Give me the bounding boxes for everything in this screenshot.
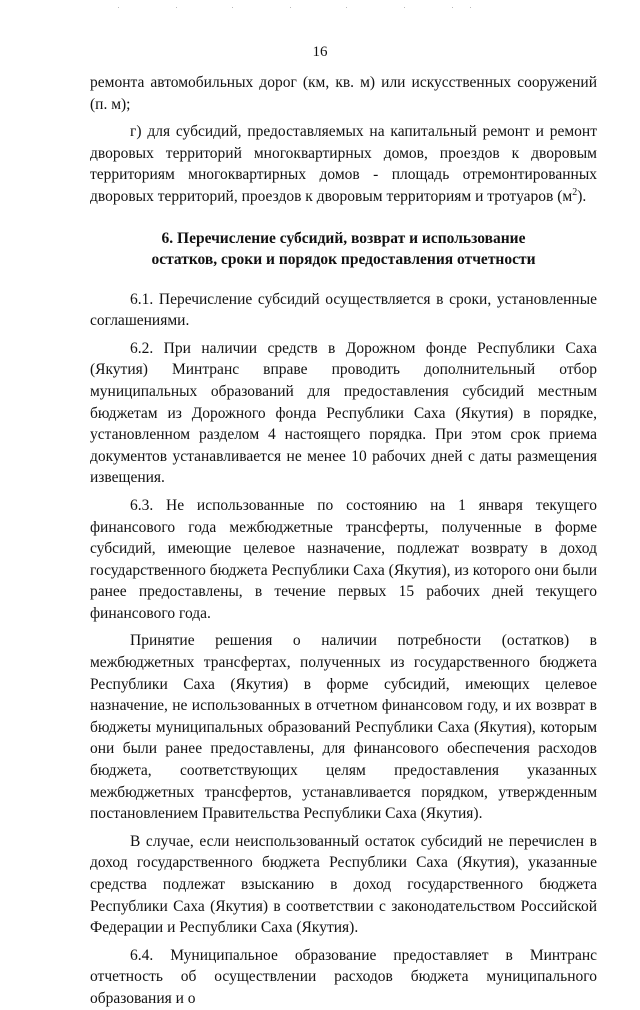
- paragraph-6-3: 6.3. Не использованные по состоянию на 1 января текущего финансового года межбюджетные трансферты, полученные в форме субсидий, имеющие целевое назначение, подлежат возврату в доход государственного бюджета Республики Саха (Якутия), из которого они были ранее предоставлены, в течение первых 15 рабочих дней текущего финансового года.: [90, 496, 597, 622]
- paragraph-subsidy-courtyards-end: ).: [577, 187, 587, 205]
- section-heading-6: [90, 228, 597, 270]
- page-number: 16: [312, 44, 328, 60]
- paragraph-remainder-decision: Принятие решения о наличии потребности (остатков) в межбюджетных трансфертах, полученных из государственного бюджета Республики Саха (Якутия) в форме субсидий, имеющих целевое назначение, не использованных в отчетном финансовом году, и их возврат в бюджеты муниципальных образований Республики Саха (Якутия), которым они были ранее предоставлены, для финансового обеспечения расходов бюджета, соответствующих целям предоставления указанных межбюджетных трансфертов, устанавливается порядком, утвержденным постановлением Правительства Республики Саха (Якутия).: [90, 632, 597, 823]
- scan-artifact-dots: [0, 6, 640, 10]
- section-heading-line-2: остатков, сроки и порядок предоставления отчетности: [151, 250, 536, 268]
- paragraph-6-2: 6.2. При наличии средств в Дорожном фонде Республики Саха (Якутия) Минтранс вправе проводить дополнительный отбор муниципальных образований для предоставления субсидий местным бюджетам из Дорожного фонда Республики Саха (Якутия) в порядке, установленном разделом 4 настоящего порядка. При этом срок приема документов устанавливается не менее 10 рабочих дней с даты размещения извещения.: [90, 339, 597, 487]
- section-heading-line-1: 6. Перечисление субсидий, возврат и использование: [161, 229, 526, 247]
- paragraph-subsidy-courtyards-text: г) для субсидий, предоставляемых на капитальный ремонт и ремонт дворовых территорий многоквартирных домов, проездов к дворовым территориям многоквартирных домов - площадь отремонтированных дворовых территорий, проездов к дворовым территориям и тротуаров (м: [90, 123, 597, 205]
- superscript-2: 2: [572, 186, 578, 198]
- paragraph-6-4: 6.4. Муниципальное образование предоставляет в Минтранс отчетность об осуществлении расходов бюджета муниципального образования и о: [90, 946, 597, 1007]
- paragraph-6-1: 6.1. Перечисление субсидий осуществляется в сроки, установленные соглашениями.: [90, 290, 597, 330]
- paragraph-subsidy-courtyards: [90, 121, 597, 207]
- paragraph-recovery: В случае, если неиспользованный остаток субсидий не перечислен в доход государственного бюджета Республики Саха (Якутия), указанные средства подлежат взысканию в доход государственного бюджета Республики Саха (Якутия) в соответствии с законодательством Российской Федерации и Республики Саха (Якутия).: [90, 832, 597, 937]
- paragraph-road-repair-units: ремонта автомобильных дорог (км, кв. м) или искусственных сооружений (п. м);: [90, 74, 597, 113]
- document-body: [90, 72, 597, 1010]
